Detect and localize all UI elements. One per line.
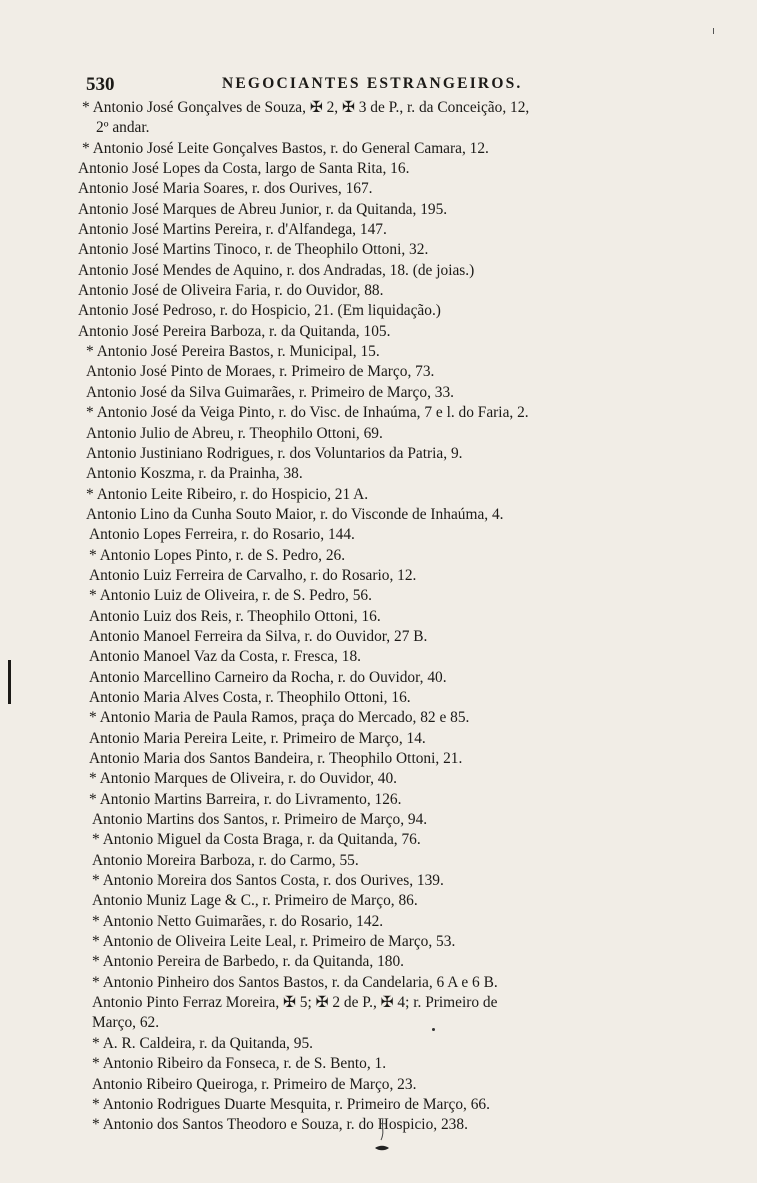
merchant-list — [78, 98, 718, 1136]
list-item: * Antonio José Leite Gonçalves Bastos, r. do General Camara, 12. — [82, 139, 489, 157]
list-item: Antonio Ribeiro Queiroga, r. Primeiro de Março, 23. — [92, 1075, 417, 1093]
list-item: Antonio Maria Alves Costa, r. Theophilo Ottoni, 16. — [89, 688, 411, 706]
list-item: Antonio José Martins Tinoco, r. de Theophilo Ottoni, 32. — [78, 241, 429, 259]
list-item: * Antonio dos Santos Theodoro e Souza, r. do Hospicio, 238. — [92, 1116, 468, 1134]
list-item: * Antonio Luiz de Oliveira, r. de S. Pedro, 56. — [89, 587, 372, 605]
list-item: * Antonio Marques de Oliveira, r. do Ouvidor, 40. — [89, 770, 398, 788]
list-item: Antonio José Pedroso, r. do Hospicio, 21. (Em liquidação.) — [78, 302, 441, 320]
list-item: * A. R. Caldeira, r. da Quitanda, 95. — [92, 1034, 313, 1052]
list-item: Antonio Koszma, r. da Prainha, 38. — [86, 465, 303, 483]
list-item: Antonio Luiz dos Reis, r. Theophilo Ottoni, 16. — [89, 607, 381, 625]
page-number: 530 — [86, 74, 115, 95]
list-item: * Antonio Leite Ribeiro, r. do Hospicio, 21 A. — [86, 485, 369, 503]
printer-ornament — [371, 1116, 393, 1156]
list-item: Antonio José Pereira Barboza, r. da Quitanda, 105. — [78, 322, 391, 340]
list-item: Antonio Martins dos Santos, r. Primeiro de Março, 94. — [92, 811, 428, 829]
list-item: Antonio Lino da Cunha Souto Maior, r. do Visconde de Inhaúma, 4. — [86, 505, 504, 523]
list-item: * Antonio Miguel da Costa Braga, r. da Quitanda, 76. — [92, 831, 421, 849]
list-item: Antonio Lopes Ferreira, r. do Rosario, 144. — [89, 526, 355, 544]
list-item: * Antonio Moreira dos Santos Costa, r. dos Ourives, 139. — [92, 872, 444, 890]
page-title: NEGOCIANTES ESTRANGEIROS. — [222, 75, 523, 92]
list-item: Antonio Marcellino Carneiro da Rocha, r. do Ouvidor, 40. — [89, 668, 447, 686]
list-item: Antonio Julio de Abreu, r. Theophilo Ottoni, 69. — [86, 424, 383, 442]
list-item: * Antonio Lopes Pinto, r. de S. Pedro, 26. — [89, 546, 346, 564]
list-item: Antonio Manoel Ferreira da Silva, r. do Ouvidor, 27 B. — [89, 627, 428, 645]
list-item-continuation: Março, 62. — [92, 1014, 160, 1032]
list-item: * Antonio José Pereira Bastos, r. Municipal, 15. — [86, 343, 380, 361]
list-item: Antonio José da Silva Guimarães, r. Primeiro de Março, 33. — [86, 383, 455, 401]
list-item: * Antonio Pereira de Barbedo, r. da Quitanda, 180. — [92, 953, 405, 971]
list-item: Antonio Maria dos Santos Bandeira, r. Theophilo Ottoni, 21. — [89, 750, 463, 767]
list-item-continuation: 2º andar. — [96, 119, 150, 137]
list-item: Antonio José Lopes da Costa, largo de Santa Rita, 16. — [78, 160, 410, 178]
list-item: Antonio Luiz Ferreira de Carvalho, r. do Rosario, 12. — [89, 566, 417, 584]
list-item: * Antonio Rodrigues Duarte Mesquita, r. Primeiro de Março, 66. — [92, 1095, 490, 1113]
list-item: Antonio José Maria Soares, r. dos Ourives, 167. — [78, 180, 373, 198]
margin-line — [8, 660, 11, 704]
list-item: * Antonio Maria de Paula Ramos, praça do Mercado, 82 e 85. — [89, 709, 470, 727]
list-item: Antonio José de Oliveira Faria, r. do Ouvidor, 88. — [78, 282, 384, 300]
list-item: * Antonio Netto Guimarães, r. do Rosario, 142. — [92, 912, 384, 930]
list-item: Antonio Pinto Ferraz Moreira, ✠ 5; ✠ 2 de P., ✠ 4; r. Primeiro de — [92, 994, 498, 1012]
list-item: * Antonio Ribeiro da Fonseca, r. de S. Bento, 1. — [92, 1055, 387, 1073]
scan-mark — [713, 28, 714, 34]
list-item: Antonio José Pinto de Moraes, r. Primeiro de Março, 73. — [86, 363, 435, 381]
page-header — [86, 74, 706, 96]
list-item: Antonio José Mendes de Aquino, r. dos Andradas, 18. (de joias.) — [78, 261, 475, 279]
list-item: Antonio José Martins Pereira, r. d'Alfandega, 147. — [78, 221, 387, 239]
list-item: Antonio Muniz Lage & C., r. Primeiro de Março, 86. — [92, 892, 418, 910]
list-item: * Antonio Martins Barreira, r. do Livramento, 126. — [89, 790, 402, 808]
list-item: Antonio Manoel Vaz da Costa, r. Fresca, 18. — [89, 648, 361, 666]
list-item: * Antonio José Gonçalves de Souza, ✠ 2, ✠ 3 de P., r. da Conceição, 12, — [82, 99, 530, 116]
list-item: Antonio Moreira Barboza, r. do Carmo, 55. — [92, 851, 359, 869]
list-item: * Antonio Pinheiro dos Santos Bastos, r. da Candelaria, 6 A e 6 B. — [92, 973, 498, 991]
list-item: Antonio José Marques de Abreu Junior, r. da Quitanda, 195. — [78, 200, 448, 218]
list-item: Antonio Justiniano Rodrigues, r. dos Voluntarios da Patria, 9. — [86, 444, 463, 462]
ink-speck — [432, 1028, 435, 1031]
list-item: Antonio Maria Pereira Leite, r. Primeiro de Março, 14. — [89, 729, 426, 747]
list-item: * Antonio de Oliveira Leite Leal, r. Primeiro de Março, 53. — [92, 933, 456, 951]
list-item: * Antonio José da Veiga Pinto, r. do Visc. de Inhaúma, 7 e l. do Faria, 2. — [86, 404, 529, 422]
